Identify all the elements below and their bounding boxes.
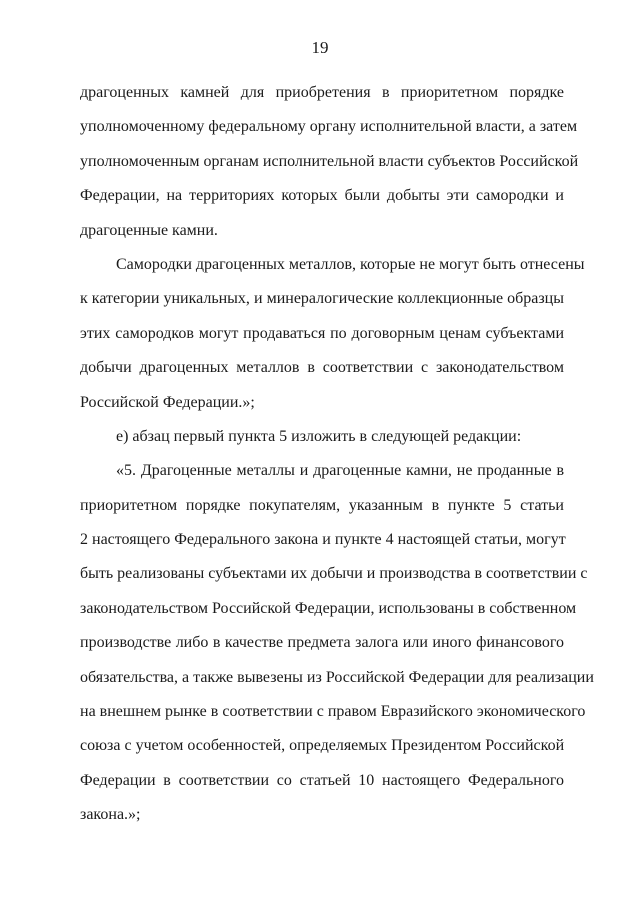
paragraph-4 xyxy=(80,454,594,832)
text-line: союза с учетом особенностей, определяемых Президентом Российской xyxy=(80,737,565,755)
paragraph-3 xyxy=(80,420,564,454)
text-line: «5. Драгоценные металлы и драгоценные камни, не проданные в xyxy=(116,462,564,480)
text-line: Самородки драгоценных металлов, которые не могут быть отнесены xyxy=(116,255,585,273)
text-line: законодательством Российской Федерации, использованы в собственном xyxy=(80,599,577,617)
text-line: Российской Федерации.»; xyxy=(80,393,255,411)
text-line: уполномоченному федеральному органу исполнительной власти, а затем xyxy=(80,118,578,136)
text-line: обязательства, а также вывезены из Российской Федерации для реализации xyxy=(80,668,594,686)
text-line: 2 настоящего Федерального закона и пункте 4 настоящей статьи, могут xyxy=(80,531,566,549)
text-line: быть реализованы субъектами их добычи и производства в соответствии с xyxy=(80,565,588,583)
text-line: драгоценных камней для приобретения в приоритетном порядке xyxy=(80,84,564,101)
text-line: этих самородков могут продаваться по договорным ценам субъектами xyxy=(80,324,564,342)
text-line: уполномоченным органам исполнительной власти субъектов Российской xyxy=(80,152,579,170)
text-line: приоритетном порядке покупателям, указанным в пункте 5 статьи xyxy=(80,496,564,514)
paragraph-1 xyxy=(80,76,579,248)
text-line: добычи драгоценных металлов в соответствии с законодательством xyxy=(80,359,564,377)
text-line: на внешнем рынке в соответствии с правом Евразийского экономического xyxy=(80,703,586,721)
document-body xyxy=(80,76,594,833)
page-number: 19 xyxy=(311,38,329,57)
text-line: к категории уникальных, и минералогические коллекционные образцы xyxy=(80,290,564,308)
text-line: драгоценные камни. xyxy=(80,221,218,239)
text-line: е) абзац первый пункта 5 изложить в следующей редакции: xyxy=(116,427,522,445)
text-line: закона.»; xyxy=(80,806,141,824)
text-line: производстве либо в качестве предмета залога или иного финансового xyxy=(80,634,564,652)
text-line: Федерации в соответствии со статьей 10 настоящего Федерального xyxy=(80,771,564,789)
text-line: Федерации, на территориях которых были добыты эти самородки и xyxy=(80,187,564,205)
paragraph-2 xyxy=(80,248,585,420)
